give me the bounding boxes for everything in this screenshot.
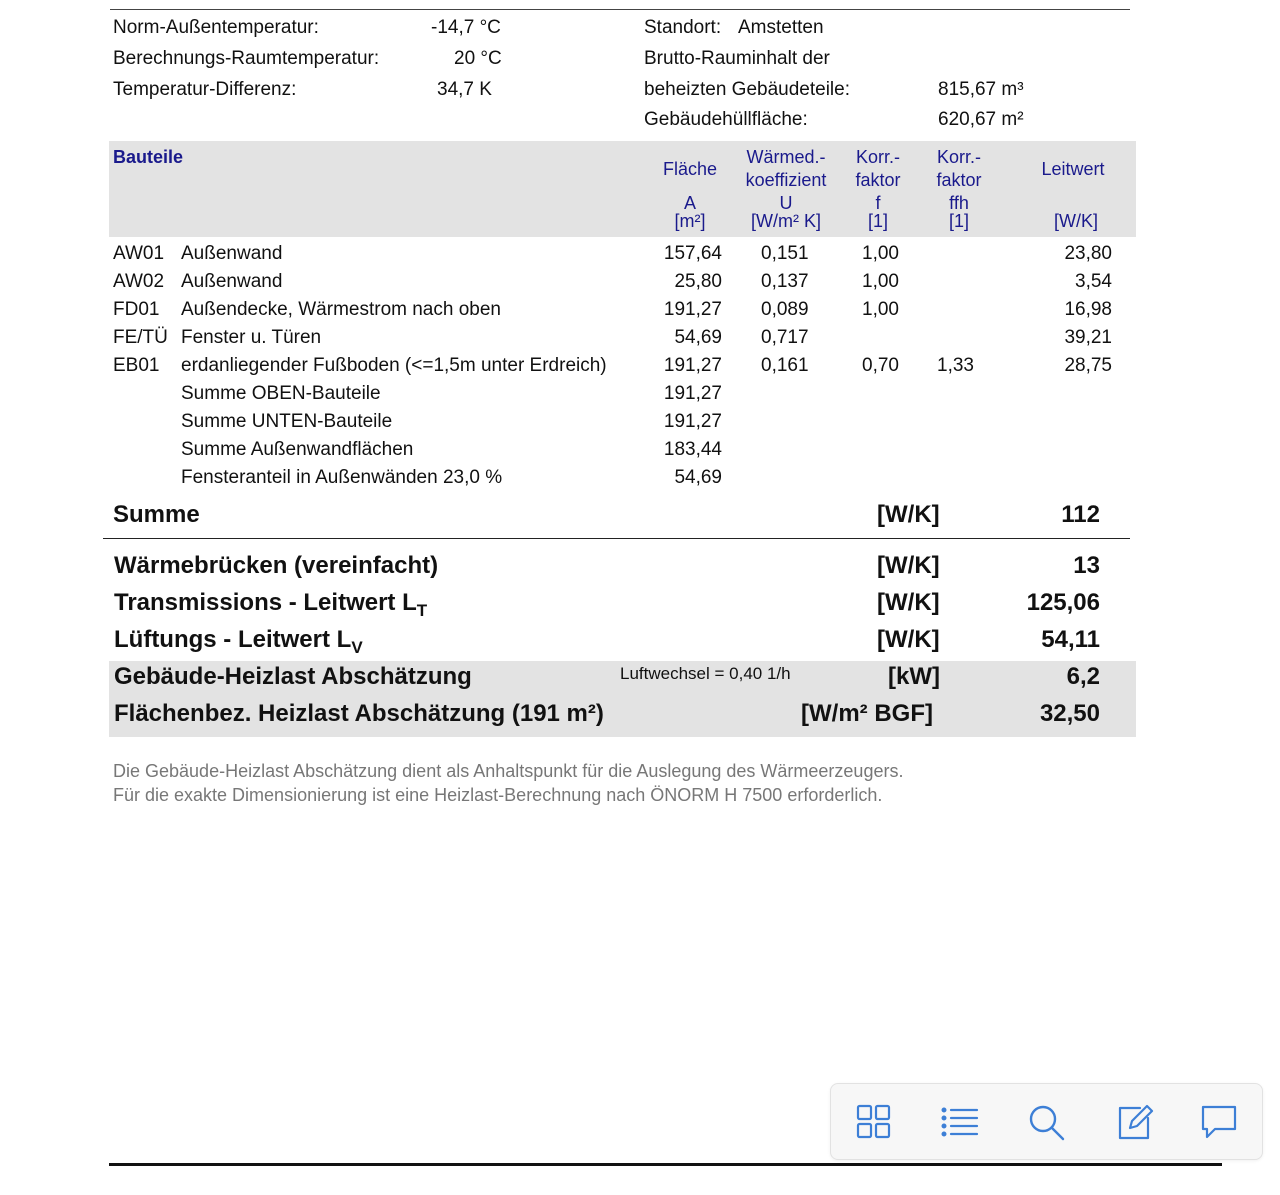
row-name: Außendecke, Wärmestrom nach oben	[181, 299, 501, 320]
note-line-1: Die Gebäude-Heizlast Abschätzung dient als Anhaltspunkt für die Auslegung des Wärmeerzeugers.	[113, 761, 904, 781]
row-area: 54,69	[674, 467, 722, 488]
bottom-rule	[109, 1163, 1222, 1166]
row-leitwert: 28,75	[1064, 355, 1112, 376]
row-name: Summe Außenwandflächen	[181, 439, 414, 460]
row-area: 25,80	[674, 271, 722, 292]
row-f-factor: 1,00	[862, 299, 899, 320]
col-u-title-2: koeffizient	[745, 170, 827, 190]
row-code: AW01	[113, 243, 165, 264]
row-leitwert: 16,98	[1064, 299, 1112, 320]
wb-value: 13	[1073, 552, 1100, 579]
brutto-value: 815,67 m³	[938, 79, 1024, 100]
lv-label-text: Lüftungs - Leitwert L	[114, 626, 352, 653]
row-code: EB01	[113, 355, 160, 376]
huelle-value: 620,67 m²	[938, 109, 1024, 130]
comment-icon[interactable]	[1199, 1102, 1239, 1142]
summe-label: Summe	[113, 501, 200, 528]
lt-unit: [W/K]	[877, 589, 940, 616]
col-f-title-1: Korr.-	[855, 147, 900, 167]
row-f-factor: 0,70	[862, 355, 899, 376]
lt-label-text: Transmissions - Leitwert L	[114, 589, 417, 616]
col-ffh-title-1: Korr.-	[936, 147, 981, 167]
col-ffh-symbol: ffh	[949, 193, 969, 213]
row-name: erdanliegender Fußboden (<=1,5m unter Erdreich)	[181, 355, 607, 376]
col-u-symbol: U	[779, 193, 793, 213]
room-temp-value: 20 °C	[454, 48, 502, 69]
row-name: Summe UNTEN-Bauteile	[181, 411, 393, 432]
luftwechsel-note: Luftwechsel = 0,40 1/h	[620, 664, 791, 683]
row-area: 157,64	[663, 243, 722, 264]
brutto-label-1: Brutto-Rauminhalt der	[644, 48, 830, 69]
row-name: Fensteranteil in Außenwänden 23,0 %	[181, 467, 503, 488]
wb-label: Wärmebrücken (vereinfacht)	[114, 552, 439, 579]
standort-label: Standort:	[644, 17, 722, 38]
col-leitwert-title: Leitwert	[1041, 159, 1105, 179]
row-area: 191,27	[663, 355, 722, 376]
summe-rule	[103, 538, 1130, 539]
brutto-label-2: beheizten Gebäudeteile:	[644, 79, 850, 100]
lt-value: 125,06	[1026, 589, 1100, 616]
note-line-2: Für die exakte Dimensionierung ist eine Heizlast-Berechnung nach ÖNORM H 7500 erforderlich.	[113, 785, 883, 805]
list-icon[interactable]	[940, 1102, 980, 1142]
row-u-value: 0,137	[761, 271, 809, 292]
col-flaeche-symbol: A	[683, 193, 696, 213]
row-u-value: 0,161	[761, 355, 809, 376]
row-area: 191,27	[663, 383, 722, 404]
temp-diff-label: Temperatur-Differenz:	[113, 79, 297, 100]
row-leitwert: 23,80	[1064, 243, 1112, 264]
heizlast-label: Gebäude-Heizlast Abschätzung	[114, 663, 472, 690]
row-area: 183,44	[663, 439, 722, 460]
row-area: 191,27	[663, 411, 722, 432]
row-u-value: 0,717	[761, 327, 809, 348]
row-name: Summe OBEN-Bauteile	[181, 383, 381, 404]
lv-subscript: V	[351, 637, 363, 657]
flaechen-heizlast-unit: [W/m² BGF]	[801, 700, 933, 727]
row-code: FE/TÜ	[113, 327, 168, 348]
row-name: Außenwand	[181, 271, 283, 292]
heizlast-unit: [kW]	[888, 663, 940, 690]
flaechen-heizlast-value: 32,50	[1039, 700, 1100, 727]
col-flaeche-title: Fläche	[662, 159, 718, 179]
row-f-factor: 1,00	[862, 243, 899, 264]
annotation-toolbar	[830, 1083, 1263, 1160]
grid-icon[interactable]	[854, 1102, 894, 1142]
row-u-value: 0,089	[761, 299, 809, 320]
room-temp-label: Berechnungs-Raumtemperatur:	[113, 48, 380, 69]
col-leitwert-unit: [W/K]	[1054, 211, 1098, 231]
top-rule	[110, 9, 1130, 10]
row-area: 191,27	[663, 299, 722, 320]
huelle-label: Gebäudehüllfläche:	[644, 109, 808, 130]
lt-subscript: T	[416, 600, 428, 620]
col-flaeche-unit: [m²]	[674, 211, 706, 231]
row-ffh-factor: 1,33	[937, 355, 974, 376]
heizlast-value: 6,2	[1066, 663, 1100, 690]
summe-unit: [W/K]	[877, 501, 940, 528]
row-name: Fenster u. Türen	[181, 327, 322, 348]
lv-label	[114, 626, 363, 658]
summe-value: 112	[1061, 501, 1100, 528]
col-ffh-unit: [1]	[948, 211, 969, 231]
row-u-value: 0,151	[761, 243, 809, 264]
edit-icon[interactable]	[1114, 1102, 1154, 1142]
col-f-title-2: faktor	[855, 170, 901, 190]
wb-unit: [W/K]	[877, 552, 940, 579]
row-leitwert: 3,54	[1075, 271, 1112, 292]
lt-label	[114, 589, 427, 621]
lv-value: 54,11	[1041, 626, 1100, 653]
temp-diff-value: 34,7 K	[437, 79, 492, 100]
row-f-factor: 1,00	[862, 271, 899, 292]
col-u-unit: [W/m² K]	[751, 211, 821, 231]
col-bauteile: Bauteile	[113, 147, 184, 167]
flaechen-heizlast-label: Flächenbez. Heizlast Abschätzung (191 m²)	[114, 700, 604, 727]
row-code: FD01	[113, 299, 160, 320]
search-icon[interactable]	[1026, 1102, 1066, 1142]
standort-value: Amstetten	[738, 17, 824, 38]
norm-temp-value: -14,7 °C	[431, 17, 501, 38]
col-ffh-title-2: faktor	[936, 170, 982, 190]
row-area: 54,69	[674, 327, 722, 348]
col-f-symbol: f	[875, 193, 881, 213]
row-name: Außenwand	[181, 243, 283, 264]
norm-temp-label: Norm-Außentemperatur:	[113, 17, 319, 38]
col-f-unit: [1]	[867, 211, 888, 231]
row-code: AW02	[113, 271, 165, 292]
col-u-title-1: Wärmed.-	[746, 147, 826, 167]
lv-unit: [W/K]	[877, 626, 940, 653]
row-leitwert: 39,21	[1064, 327, 1112, 348]
